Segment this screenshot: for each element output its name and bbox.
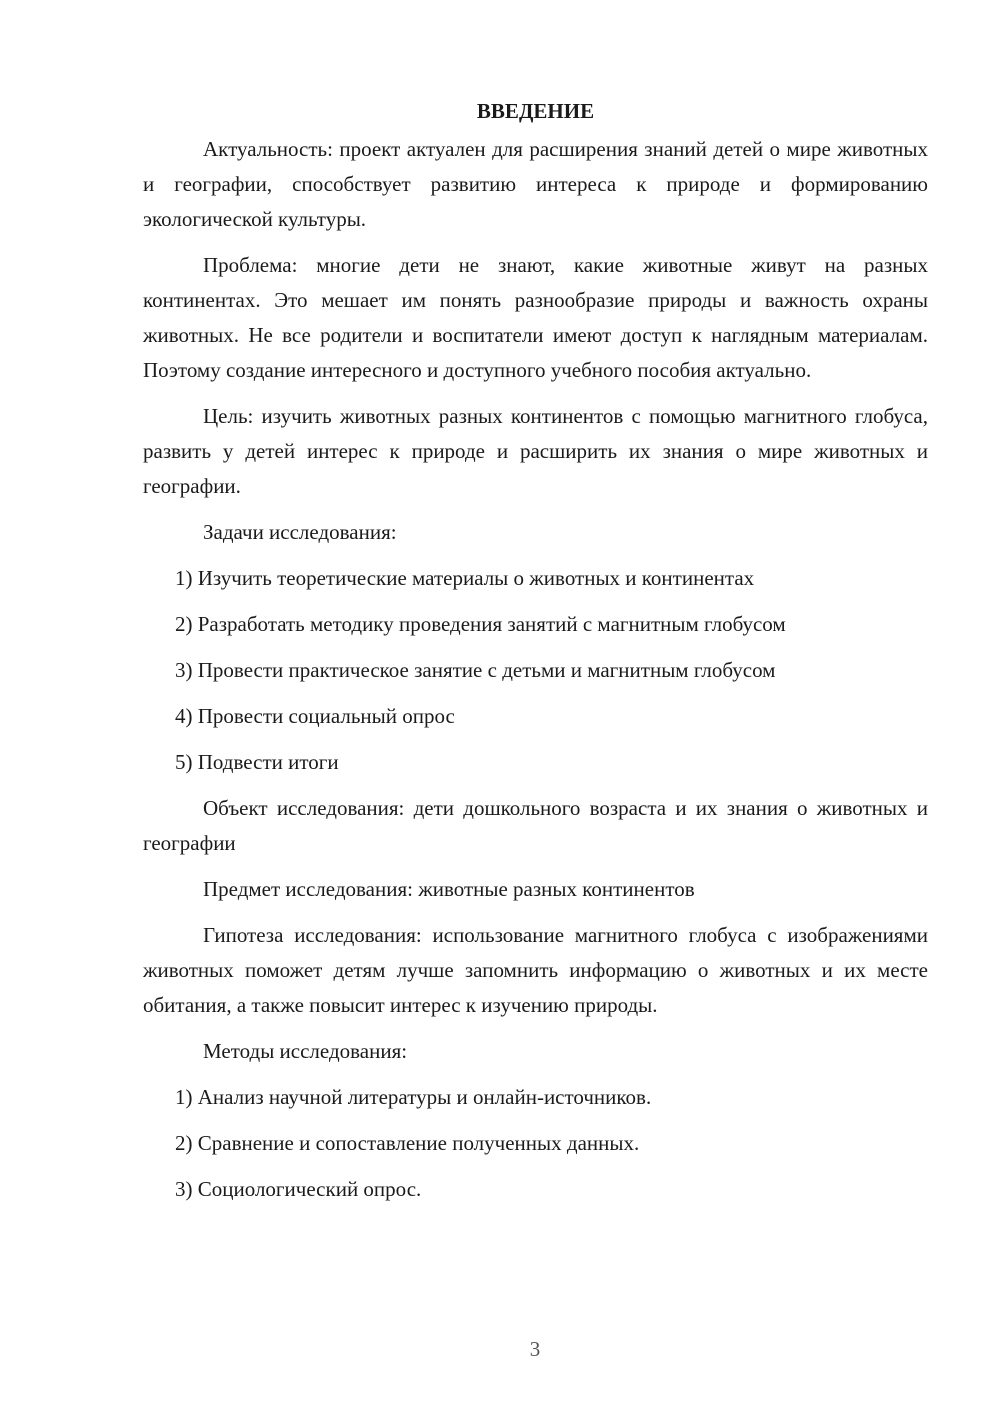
goal-paragraph: Цель: изучить животных разных континентов с помощью магнитного глобуса, развить у детей интерес к природе и расширить их знания о мире животных и географии. [143, 404, 928, 498]
task-item: 2) Разработать методику проведения занятий с магнитным глобусом [175, 612, 786, 636]
page-number: 3 [529, 1337, 541, 1361]
problem-paragraph: Проблема: многие дети не знают, какие животные живут на разных континентах. Это мешает им понять разнообразие природы и важность охраны животных. Не все родители и воспитатели имеют доступ к наглядным материалам. Поэтому создание интересного и доступного учебного пособия актуально. [143, 253, 928, 382]
task-item: 1) Изучить теоретические материалы о животных и континентах [175, 566, 755, 590]
task-item: 5) Подвести итоги [175, 750, 339, 774]
methods-title: Методы исследования: [203, 1039, 408, 1063]
task-item: 4) Провести социальный опрос [175, 704, 455, 728]
relevance-paragraph: Актуальность: проект актуален для расширения знаний детей о мире животных и географии, способствует развитию интереса к природе и формированию экологической культуры. [143, 137, 928, 231]
hypothesis-paragraph: Гипотеза исследования: использование магнитного глобуса с изображениями животных поможет детям лучше запомнить информацию о животных и их месте обитания, а также повысит интерес к изучению природы. [143, 923, 928, 1017]
method-item: 3) Социологический опрос. [175, 1177, 422, 1201]
section-heading: ВВЕДЕНИЕ [476, 99, 595, 123]
method-item: 2) Сравнение и сопоставление полученных данных. [175, 1131, 640, 1155]
tasks-title: Задачи исследования: [203, 520, 397, 544]
object-paragraph: Объект исследования: дети дошкольного возраста и их знания о животных и географии [143, 796, 928, 855]
task-item: 3) Провести практическое занятие с детьми и магнитным глобусом [175, 658, 776, 682]
subject-paragraph: Предмет исследования: животные разных континентов [203, 877, 695, 901]
method-item: 1) Анализ научной литературы и онлайн-источников. [175, 1085, 652, 1109]
page-content [143, 96, 928, 1218]
